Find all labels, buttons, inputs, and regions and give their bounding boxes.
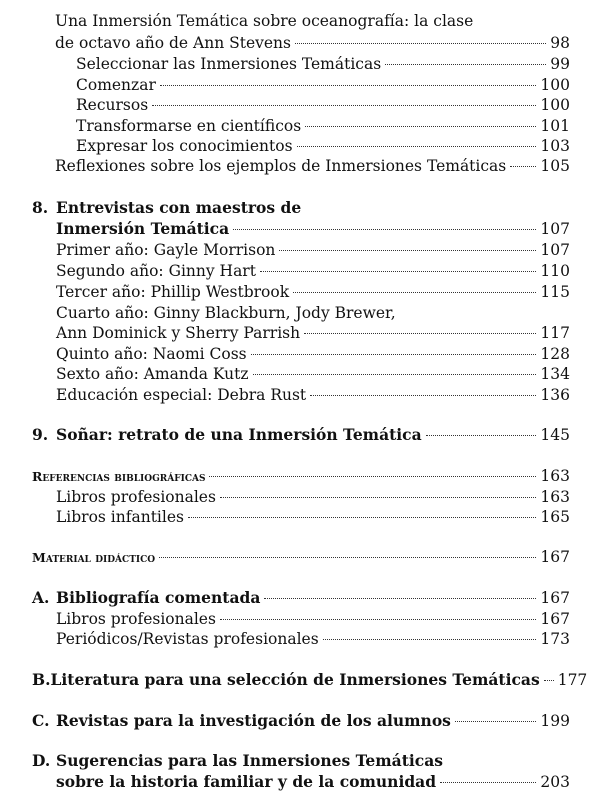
dot-leader	[305, 126, 536, 127]
chapter-number: 9.	[32, 425, 49, 444]
toc-chapter	[32, 670, 588, 690]
toc-entry	[56, 344, 570, 364]
toc-entry-title: Bibliografía comentada	[56, 588, 261, 607]
toc-entry-page: 173	[540, 630, 570, 648]
toc-entry	[56, 282, 570, 302]
toc-entry	[76, 75, 570, 95]
toc-entry-title: Una Inmersión Temática sobre oceanografía: la clase	[55, 12, 474, 30]
toc-entry	[55, 33, 570, 53]
chapter-number: 8.	[32, 198, 49, 217]
toc-entry-page: 105	[540, 157, 570, 175]
toc-entry-page: 145	[540, 426, 570, 444]
toc-entry-title: Recursos	[76, 96, 149, 114]
dot-leader	[160, 85, 537, 86]
appendix-letter: A.	[32, 588, 50, 607]
toc-entry-title: Sugerencias para las Inmersiones Temáticas	[56, 751, 443, 770]
toc-entry-page: 98	[550, 34, 570, 52]
toc-entry	[56, 507, 570, 527]
toc-chapter	[32, 711, 570, 731]
toc-entry-title: Transformarse en científicos	[76, 117, 302, 135]
dot-leader	[455, 721, 537, 722]
dot-leader	[293, 292, 536, 293]
dot-leader	[310, 395, 536, 396]
toc-entry-page: 167	[540, 548, 570, 566]
toc-entry-title: Periódicos/Revistas profesionales	[56, 630, 319, 648]
toc-entry-page: 165	[540, 508, 570, 526]
toc-entry-title: Tercer año: Phillip Westbrook	[56, 283, 290, 301]
toc-entry-title: Primer año: Gayle Morrison	[56, 241, 276, 259]
toc-entry	[56, 364, 570, 384]
dot-leader	[159, 557, 536, 558]
toc-entry-page: 100	[540, 96, 570, 114]
toc-entry	[56, 219, 570, 239]
dot-leader	[264, 598, 536, 599]
appendix-letter: C.	[32, 711, 50, 730]
toc-entry-page: 117	[540, 324, 570, 342]
toc-entry-page: 199	[540, 712, 570, 730]
toc-entry	[56, 609, 570, 629]
dot-leader	[220, 497, 536, 498]
dot-leader	[251, 354, 537, 355]
dot-leader	[385, 64, 546, 65]
toc-entry-page: 101	[540, 117, 570, 135]
toc-chapter	[32, 751, 570, 771]
toc-entry	[55, 11, 570, 31]
toc-section	[32, 466, 570, 487]
toc-entry	[56, 772, 570, 792]
toc-entry-page: 163	[540, 488, 570, 506]
toc-entry-page: 136	[540, 386, 570, 404]
toc-entry-title: Material didáctico	[32, 550, 156, 565]
dot-leader	[279, 250, 536, 251]
toc-entry	[56, 261, 570, 281]
dot-leader	[544, 680, 554, 681]
toc-entry-title: Libros infantiles	[56, 508, 184, 526]
toc-entry-title: Educación especial: Debra Rust	[56, 386, 307, 404]
dot-leader	[260, 271, 536, 272]
toc-entry-page: 167	[540, 589, 570, 607]
toc-entry-title: Libros profesionales	[56, 488, 216, 506]
toc-entry	[56, 240, 570, 260]
dot-leader	[253, 374, 537, 375]
toc-entry	[56, 303, 570, 323]
toc-entry-page: 177	[557, 671, 588, 689]
toc-entry-title: Sexto año: Amanda Kutz	[56, 365, 249, 383]
toc-entry-page: 115	[540, 283, 570, 301]
toc-entry-title: Reflexiones sobre los ejemplos de Inmersiones Temáticas	[55, 157, 507, 175]
toc-entry-title: Soñar: retrato de una Inmersión Temática	[56, 425, 422, 444]
appendix-letter: B.	[32, 670, 51, 689]
toc-section	[32, 547, 570, 568]
dot-leader	[233, 229, 536, 230]
toc-entry	[76, 136, 570, 156]
dot-leader	[304, 333, 536, 334]
toc-entry-page: 100	[540, 76, 570, 94]
toc-entry-title: Cuarto año: Ginny Blackburn, Jody Brewer,	[56, 304, 396, 322]
toc-entry-page: 203	[540, 773, 570, 791]
toc-entry-title: Inmersión Temática	[56, 219, 230, 238]
toc-entry	[56, 385, 570, 405]
toc-chapter	[32, 425, 570, 445]
toc-entry-page: 107	[540, 220, 570, 238]
toc-entry-page: 107	[540, 241, 570, 259]
toc-entry	[76, 95, 570, 115]
toc-chapter	[32, 588, 570, 608]
toc-entry	[56, 323, 570, 343]
dot-leader	[188, 517, 536, 518]
dot-leader	[220, 619, 536, 620]
dot-leader	[323, 639, 537, 640]
toc-entry	[55, 156, 570, 176]
dot-leader	[297, 146, 537, 147]
toc-entry	[56, 629, 570, 649]
toc-entry	[56, 487, 570, 507]
toc-entry-title: Revistas para la investigación de los alumnos	[56, 711, 451, 730]
toc-entry	[76, 54, 570, 74]
toc-entry-title: sobre la historia familiar y de la comunidad	[56, 772, 437, 791]
dot-leader	[295, 43, 546, 44]
toc-entry-page: 103	[540, 137, 570, 155]
toc-entry-page: 163	[540, 467, 570, 485]
dot-leader	[209, 476, 536, 477]
toc-entry-title: Literatura para una selección de Inmersiones Temáticas	[50, 670, 540, 689]
toc-entry-title: Entrevistas con maestros de	[56, 198, 302, 217]
toc-entry-title: de octavo año de Ann Stevens	[55, 34, 291, 52]
toc-entry-page: 134	[540, 365, 570, 383]
toc-entry-title: Referencias bibliográficas	[32, 469, 206, 484]
dot-leader	[152, 105, 536, 106]
dot-leader	[440, 782, 536, 783]
toc-entry-title: Ann Dominick y Sherry Parrish	[56, 324, 301, 342]
appendix-letter: D.	[32, 751, 51, 770]
dot-leader	[426, 435, 537, 436]
toc-entry-title: Quinto año: Naomi Coss	[56, 345, 247, 363]
dot-leader	[510, 166, 536, 167]
toc-entry	[76, 116, 570, 136]
toc-entry-page: 167	[540, 610, 570, 628]
toc-entry-page: 110	[540, 262, 570, 280]
toc-entry-title: Segundo año: Ginny Hart	[56, 262, 256, 280]
toc-entry-page: 99	[550, 55, 570, 73]
toc-entry-title: Comenzar	[76, 76, 156, 94]
toc-entry-page: 128	[540, 345, 570, 363]
toc-entry-title: Expresar los conocimientos	[76, 137, 293, 155]
toc-entry-title: Libros profesionales	[56, 610, 216, 628]
toc-chapter	[32, 198, 570, 218]
toc-entry-title: Seleccionar las Inmersiones Temáticas	[76, 55, 382, 73]
